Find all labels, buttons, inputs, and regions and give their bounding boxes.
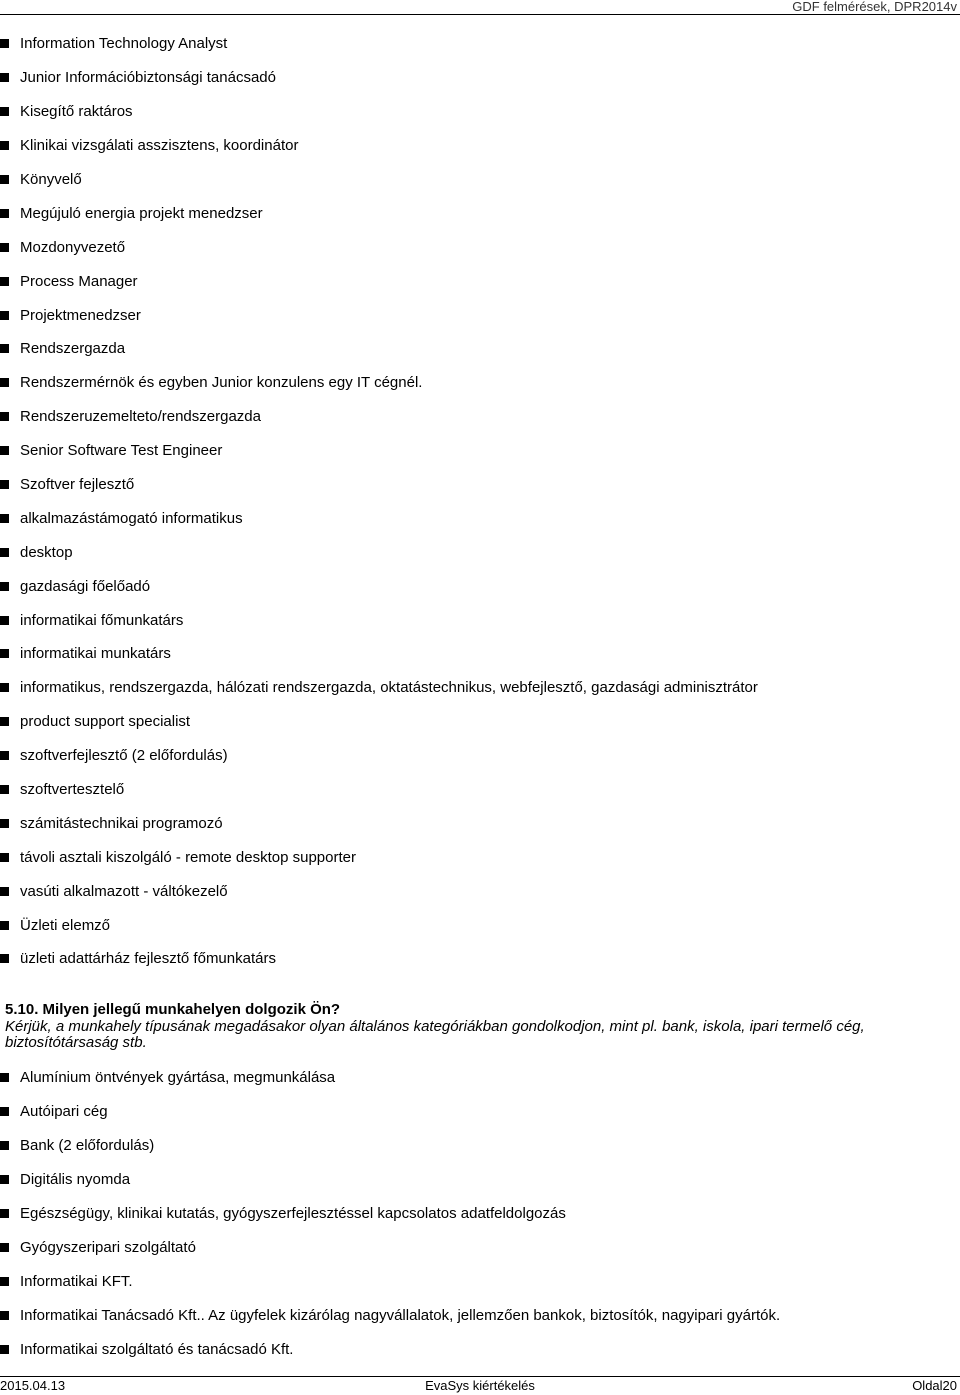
list-item: [0, 298, 758, 332]
list-item: [0, 908, 758, 942]
square-bullet-icon: [0, 819, 9, 828]
list-item: [0, 1230, 780, 1264]
square-bullet-icon: [0, 1107, 9, 1116]
list-item-text: Rendszermérnök és egyben Junior konzulens egy IT cégnél.: [20, 374, 423, 392]
question-block: [5, 1001, 950, 1051]
list-item: [0, 603, 758, 637]
square-bullet-icon: [0, 548, 9, 557]
list-item-text: Informatikai KFT.: [20, 1272, 133, 1290]
square-bullet-icon: [0, 1141, 9, 1150]
square-bullet-icon: [0, 141, 9, 150]
square-bullet-icon: [0, 514, 9, 523]
square-bullet-icon: [0, 39, 9, 48]
list-item: [0, 366, 758, 400]
list-item-text: Rendszergazda: [20, 340, 126, 358]
list-item-text: product support specialist: [20, 713, 191, 731]
answer-list-workplace: [0, 1061, 780, 1366]
list-item: [0, 773, 758, 807]
list-item: [0, 196, 758, 230]
footer-divider: [0, 1376, 960, 1377]
square-bullet-icon: [0, 887, 9, 896]
list-item-text: gazdasági főelőadó: [20, 577, 151, 595]
list-item-text: Process Manager: [20, 272, 138, 290]
list-item: [0, 230, 758, 264]
list-item: [0, 1061, 780, 1095]
answer-list-previous-question: [0, 27, 758, 976]
list-item: [0, 400, 758, 434]
square-bullet-icon: [0, 378, 9, 387]
list-item-text: számitástechnikai programozó: [20, 814, 223, 832]
square-bullet-icon: [0, 480, 9, 489]
list-item-text: Junior Információbiztonsági tanácsadó: [20, 69, 276, 87]
list-item: [0, 27, 758, 61]
square-bullet-icon: [0, 649, 9, 658]
list-item: [0, 1197, 780, 1231]
list-item-text: informatikai főmunkatárs: [20, 611, 184, 629]
list-item: [0, 637, 758, 671]
list-item-text: Projektmenedzser: [20, 306, 141, 324]
square-bullet-icon: [0, 683, 9, 692]
list-item-text: szoftvertesztelő: [20, 781, 125, 799]
question-instruction: Kérjük, a munkahely típusának megadásakor olyan általános kategóriákban gondolkodjon, mint pl. bank, iskola, ipari termelő cég, biztosítótársaság stb.: [5, 1018, 865, 1051]
square-bullet-icon: [0, 853, 9, 862]
list-item-text: Mozdonyvezető: [20, 238, 126, 256]
list-item-text: Bank (2 előfordulás): [20, 1137, 155, 1155]
square-bullet-icon: [0, 243, 9, 252]
header-divider: [0, 14, 960, 15]
square-bullet-icon: [0, 1243, 9, 1252]
list-item: [0, 569, 758, 603]
list-item: [0, 1129, 780, 1163]
footer-page-number: Oldal20: [912, 1378, 957, 1393]
square-bullet-icon: [0, 717, 9, 726]
list-item-text: Information Technology Analyst: [20, 35, 228, 53]
list-item-text: Alumínium öntvények gyártása, megmunkálása: [20, 1069, 336, 1087]
square-bullet-icon: [0, 921, 9, 930]
list-item-text: Megújuló energia projekt menedzser: [20, 204, 263, 222]
square-bullet-icon: [0, 344, 9, 353]
question-title: 5.10. Milyen jellegű munkahelyen dolgozik Ön?: [5, 1001, 341, 1018]
list-item-text: Senior Software Test Engineer: [20, 442, 223, 460]
list-item-text: vasúti alkalmazott - váltókezelő: [20, 882, 228, 900]
list-item: [0, 705, 758, 739]
list-item: [0, 840, 758, 874]
square-bullet-icon: [0, 1209, 9, 1218]
list-item: [0, 501, 758, 535]
square-bullet-icon: [0, 446, 9, 455]
list-item: [0, 332, 758, 366]
page-header: GDF felmérések, DPR2014v: [792, 0, 957, 14]
list-item: [0, 874, 758, 908]
list-item-text: távoli asztali kiszolgáló - remote desktop supporter: [20, 848, 356, 866]
square-bullet-icon: [0, 1277, 9, 1286]
list-item-text: Könyvelő: [20, 171, 82, 188]
list-item: [0, 1264, 780, 1298]
list-item-text: informatikus, rendszergazda, hálózati rendszergazda, oktatástechnikus, webfejlesztő, gazdasági adminisztrátor: [20, 679, 758, 697]
square-bullet-icon: [0, 277, 9, 286]
list-item-text: alkalmazástámogató informatikus: [20, 509, 243, 527]
list-item-text: Autóipari cég: [20, 1103, 108, 1121]
list-item-text: Informatikai szolgáltató és tanácsadó Kft.: [20, 1340, 294, 1358]
list-item-text: Üzleti elemző: [20, 916, 111, 934]
square-bullet-icon: [0, 582, 9, 591]
square-bullet-icon: [0, 73, 9, 82]
list-item-text: szoftverfejlesztő (2 előfordulás): [20, 747, 228, 765]
list-item-text: Egészségügy, klinikai kutatás, gyógyszerfejlesztéssel kapcsolatos adatfeldolgozás: [20, 1205, 566, 1222]
square-bullet-icon: [0, 751, 9, 760]
list-item-text: Szoftver fejlesztő: [20, 476, 135, 494]
list-item: [0, 1298, 780, 1332]
list-item: [0, 264, 758, 298]
list-item: [0, 535, 758, 569]
list-item: [0, 1332, 780, 1366]
list-item: [0, 671, 758, 705]
square-bullet-icon: [0, 785, 9, 794]
square-bullet-icon: [0, 616, 9, 625]
list-item-text: Klinikai vizsgálati asszisztens, koordinátor: [20, 137, 299, 155]
list-item: [0, 95, 758, 129]
square-bullet-icon: [0, 1345, 9, 1354]
square-bullet-icon: [0, 412, 9, 421]
page-footer: [0, 1379, 960, 1393]
list-item: [0, 739, 758, 773]
footer-date: 2015.04.13: [0, 1378, 66, 1393]
list-item-text: Digitális nyomda: [20, 1171, 131, 1189]
list-item: [0, 806, 758, 840]
square-bullet-icon: [0, 175, 9, 184]
list-item: [0, 434, 758, 468]
list-item-text: üzleti adattárház fejlesztő főmunkatárs: [20, 950, 276, 968]
list-item-text: desktop: [20, 543, 73, 561]
square-bullet-icon: [0, 954, 9, 963]
footer-title: EvaSys kiértékelés: [425, 1378, 535, 1393]
list-item: [0, 129, 758, 163]
list-item: [0, 1163, 780, 1197]
list-item: [0, 468, 758, 502]
square-bullet-icon: [0, 311, 9, 320]
list-item: [0, 61, 758, 95]
list-item: [0, 1095, 780, 1129]
list-item: [0, 942, 758, 976]
square-bullet-icon: [0, 209, 9, 218]
list-item: [0, 163, 758, 197]
square-bullet-icon: [0, 1073, 9, 1082]
list-item-text: Gyógyszeripari szolgáltató: [20, 1238, 196, 1256]
list-item-text: Kisegítő raktáros: [20, 103, 133, 121]
list-item-text: informatikai munkatárs: [20, 645, 171, 663]
square-bullet-icon: [0, 107, 9, 116]
list-item-text: Informatikai Tanácsadó Kft.. Az ügyfelek kizárólag nagyvállalatok, jellemzően bankok, biztosítók, nagyipari gyártók.: [20, 1306, 781, 1324]
list-item-text: Rendszeruzemelteto/rendszergazda: [20, 408, 261, 426]
square-bullet-icon: [0, 1311, 9, 1320]
square-bullet-icon: [0, 1175, 9, 1184]
